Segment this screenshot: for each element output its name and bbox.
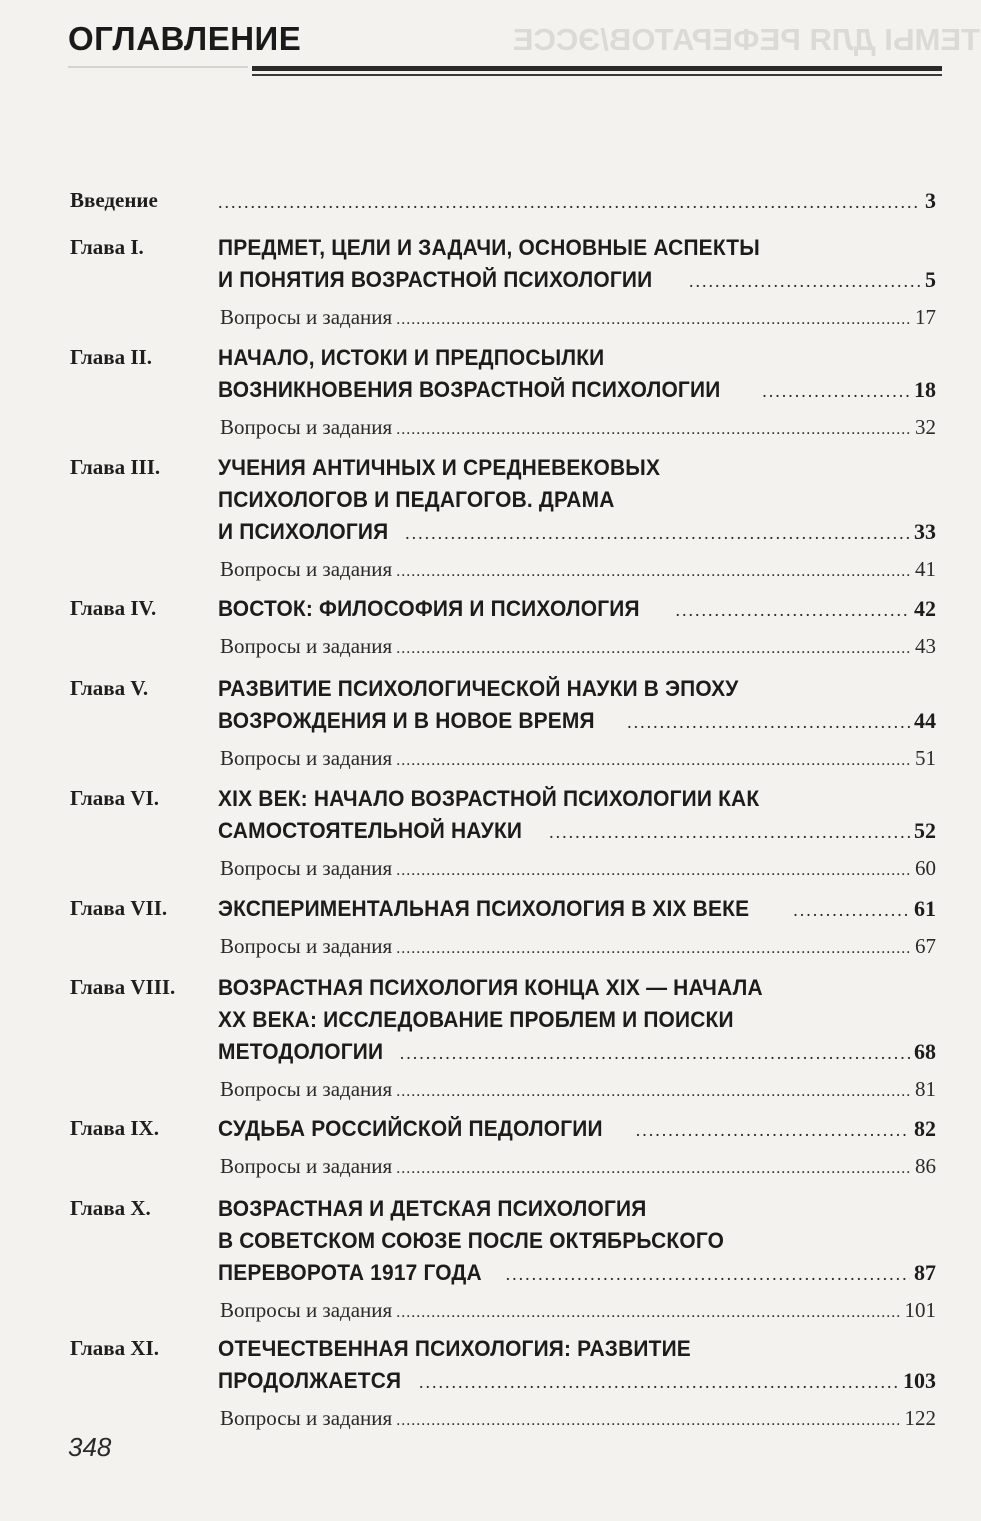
chapter-page: 61 [914, 896, 936, 921]
questions-page: 81 [915, 1077, 936, 1101]
chapter-title-text: И ПОНЯТИЯ ВОЗРАСТНОЙ ПСИХОЛОГИИ [218, 267, 653, 292]
questions-page: 67 [915, 934, 936, 958]
leader-dots [396, 1160, 911, 1178]
leader-dots [396, 421, 911, 439]
leader-dots [419, 1372, 899, 1393]
chapter-page: 103 [903, 1368, 936, 1393]
chapter-title-line [218, 1260, 936, 1286]
questions-label: Вопросы и задания [220, 415, 393, 439]
chapter-page: 87 [914, 1260, 936, 1285]
chapter-title-line [218, 896, 936, 922]
chapter-title-line [218, 786, 936, 812]
chapter-title-line [218, 1368, 936, 1394]
chapter-page: 82 [914, 1116, 936, 1141]
chapter-title-text: XX ВЕКА: ИССЛЕДОВАНИЕ ПРОБЛЕМ И ПОИСКИ [218, 1007, 734, 1032]
chapter-label: Глава VIII. [70, 975, 176, 999]
questions-line [220, 1298, 936, 1323]
leader-dots [396, 640, 911, 658]
leader-dots [793, 900, 910, 921]
entry-title-line [218, 188, 936, 214]
chapter-page: 33 [914, 519, 936, 544]
chapter-title-line [218, 235, 936, 261]
chapter-title-text: ВОЗНИКНОВЕНИЯ ВОЗРАСТНОЙ ПСИХОЛОГИИ [218, 377, 721, 402]
chapter-title-line [218, 1039, 936, 1065]
entry-label: Введение [70, 188, 158, 212]
chapter-label: Глава VI. [70, 786, 159, 810]
chapter-label: Глава IX. [70, 1116, 159, 1140]
leader-dots [396, 1083, 911, 1101]
page-number: 348 [68, 1432, 112, 1462]
questions-label: Вопросы и задания [220, 557, 393, 581]
chapter-title-text: ВОЗРАСТНАЯ ПСИХОЛОГИЯ КОНЦА XIX — НАЧАЛА [218, 975, 763, 1000]
questions-line [220, 934, 936, 959]
chapter-title-text: ВОСТОК: ФИЛОСОФИЯ И ПСИХОЛОГИЯ [218, 596, 640, 621]
chapter-title-text: ВОЗРАСТНАЯ И ДЕТСКАЯ ПСИХОЛОГИЯ [218, 1196, 647, 1221]
chapter-title-text: РАЗВИТИЕ ПСИХОЛОГИЧЕСКОЙ НАУКИ В ЭПОХУ [218, 676, 739, 701]
questions-line [220, 1077, 936, 1102]
questions-label: Вопросы и задания [220, 934, 393, 958]
questions-page: 17 [915, 305, 936, 329]
questions-line [220, 634, 936, 659]
chapter-page: 44 [914, 708, 936, 733]
chapter-title-line [218, 708, 936, 734]
questions-label: Вопросы и задания [220, 1154, 393, 1178]
chapter-title-text: ПРЕДМЕТ, ЦЕЛИ И ЗАДАЧИ, ОСНОВНЫЕ АСПЕКТЫ [218, 235, 760, 260]
page-title: ОГЛАВЛЕНИЕ [68, 20, 302, 57]
chapter-label: Глава VII. [70, 896, 168, 920]
chapter-title-line [218, 975, 936, 1001]
questions-line [220, 856, 936, 881]
chapter-title-line [218, 519, 936, 545]
leader-dots [549, 822, 910, 843]
questions-label: Вопросы и задания [220, 1406, 393, 1430]
questions-line [220, 415, 936, 440]
chapter-title-text: XIX ВЕК: НАЧАЛО ВОЗРАСТНОЙ ПСИХОЛОГИИ КАК [218, 786, 760, 811]
chapter-title-text: ПЕРЕВОРОТА 1917 ГОДА [218, 1260, 482, 1285]
chapter-title-text: СУДЬБА РОССИЙСКОЙ ПЕДОЛОГИИ [218, 1116, 603, 1141]
chapter-page: 42 [914, 596, 936, 621]
questions-label: Вопросы и задания [220, 1077, 393, 1101]
chapter-title-line [218, 596, 936, 622]
chapter-title-text: ВОЗРОЖДЕНИЯ И В НОВОЕ ВРЕМЯ [218, 708, 595, 733]
chapter-title-text: В СОВЕТСКОМ СОЮЗЕ ПОСЛЕ ОКТЯБРЬСКОГО [218, 1228, 725, 1253]
chapter-title-line [218, 377, 936, 403]
chapter-title-line [218, 455, 936, 481]
chapter-title-text: И ПСИХОЛОГИЯ [218, 519, 389, 544]
leader-dots [396, 1304, 900, 1322]
questions-label: Вопросы и задания [220, 634, 393, 658]
chapter-title-text: МЕТОДОЛОГИИ [218, 1039, 384, 1064]
questions-page: 86 [915, 1154, 936, 1178]
leader-dots [396, 311, 911, 329]
chapter-title-line [218, 267, 936, 293]
chapter-title-line [218, 345, 936, 371]
chapter-title-line [218, 1116, 936, 1142]
chapter-label: Глава IV. [70, 596, 157, 620]
chapter-label: Глава XI. [70, 1336, 159, 1360]
chapter-page: 5 [925, 267, 936, 292]
bleed-through-text: ТЕМЫ ДЛЯ РЕФЕРАТОВ/ЭССЕ [512, 22, 980, 57]
leader-dots [405, 523, 910, 544]
chapter-title-text: НАЧАЛО, ИСТОКИ И ПРЕДПОСЫЛКИ [218, 345, 605, 370]
leader-dots [396, 862, 911, 880]
leader-dots [689, 271, 921, 292]
questions-page: 60 [915, 856, 936, 880]
chapter-title-line [218, 1228, 936, 1254]
leader-dots [218, 192, 921, 213]
leader-dots [627, 712, 910, 733]
chapter-title-text: ПРОДОЛЖАЕТСЯ [218, 1368, 402, 1393]
leader-dots [636, 1120, 910, 1141]
leader-dots [762, 381, 910, 402]
chapter-label: Глава V. [70, 676, 149, 700]
chapter-label: Глава X. [70, 1196, 151, 1220]
chapter-title-line [218, 487, 936, 513]
chapter-title-line [218, 1007, 936, 1033]
chapter-page: 18 [914, 377, 936, 402]
chapter-title-line [218, 676, 936, 702]
chapter-title-text: УЧЕНИЯ АНТИЧНЫХ И СРЕДНЕВЕКОВЫХ [218, 455, 661, 480]
questions-label: Вопросы и задания [220, 305, 393, 329]
entry-page: 3 [925, 188, 936, 213]
questions-label: Вопросы и задания [220, 856, 393, 880]
questions-page: 43 [915, 634, 936, 658]
leader-dots [396, 563, 911, 581]
chapter-title-text: ПСИХОЛОГОВ И ПЕДАГОГОВ. ДРАМА [218, 487, 615, 512]
chapter-title-text: ЭКСПЕРИМЕНТАЛЬНАЯ ПСИХОЛОГИЯ В XIX ВЕКЕ [218, 896, 750, 921]
questions-line [220, 746, 936, 771]
questions-label: Вопросы и задания [220, 1298, 393, 1322]
questions-line [220, 1406, 936, 1431]
chapter-label: Глава II. [70, 345, 152, 369]
leader-dots [400, 1043, 910, 1064]
questions-label: Вопросы и задания [220, 746, 393, 770]
questions-page: 41 [915, 557, 936, 581]
chapter-page: 52 [914, 818, 936, 843]
questions-page: 122 [904, 1406, 936, 1430]
chapter-page: 68 [914, 1039, 936, 1064]
chapter-title-line [218, 1196, 936, 1222]
questions-line [220, 305, 936, 330]
chapter-title-text: ОТЕЧЕСТВЕННАЯ ПСИХОЛОГИЯ: РАЗВИТИЕ [218, 1336, 691, 1361]
questions-page: 51 [915, 746, 936, 770]
leader-dots [675, 600, 910, 621]
questions-line [220, 1154, 936, 1179]
chapter-label: Глава I. [70, 235, 144, 259]
questions-page: 32 [915, 415, 936, 439]
chapter-title-text: САМОСТОЯТЕЛЬНОЙ НАУКИ [218, 818, 523, 843]
chapter-title-line [218, 818, 936, 844]
leader-dots [396, 940, 911, 958]
chapter-label: Глава III. [70, 455, 161, 479]
leader-dots [506, 1264, 910, 1285]
chapter-title-line [218, 1336, 936, 1362]
leader-dots [396, 752, 911, 770]
questions-line [220, 557, 936, 582]
questions-page: 101 [904, 1298, 936, 1322]
leader-dots [396, 1412, 900, 1430]
